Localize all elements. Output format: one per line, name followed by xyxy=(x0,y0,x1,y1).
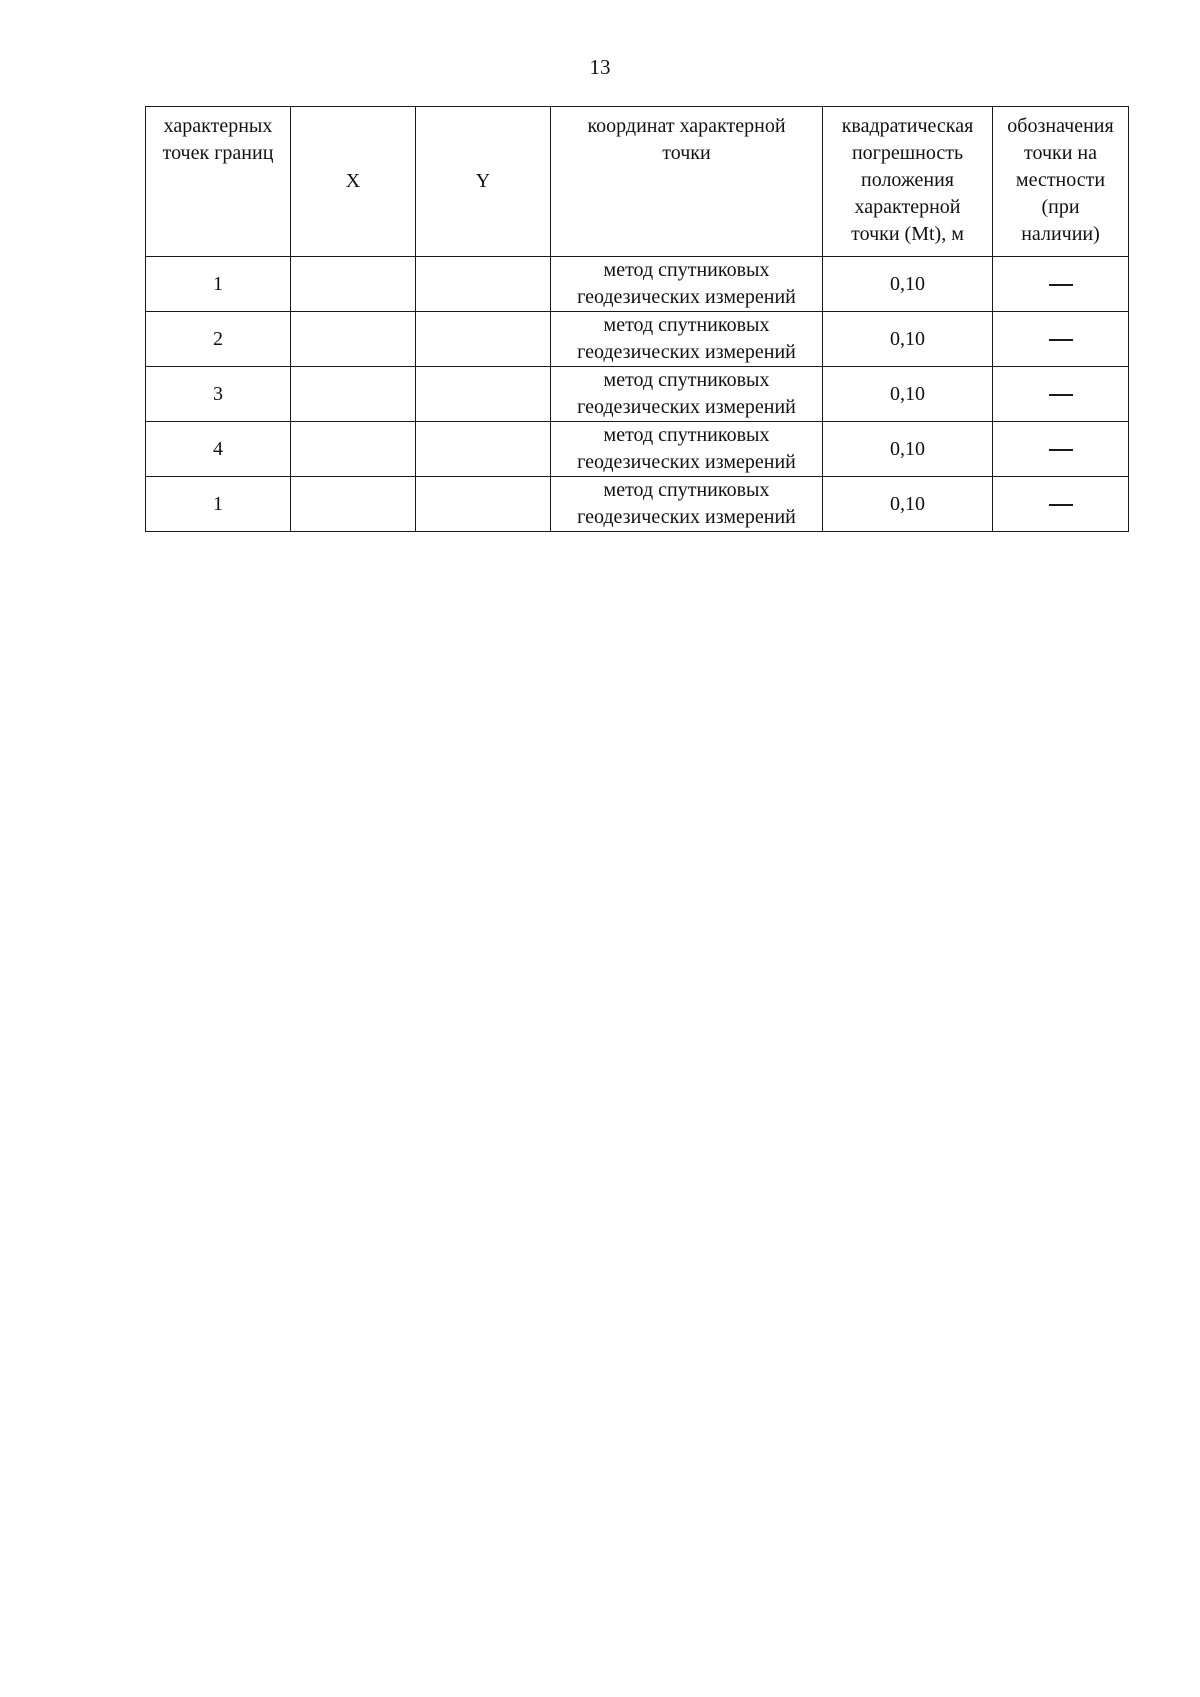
point-number-cell: 4 xyxy=(146,422,291,477)
header-method: координат характерной точки xyxy=(551,107,823,257)
dash-icon xyxy=(1049,339,1073,341)
mark-cell xyxy=(993,367,1129,422)
method-cell: метод спутниковых геодезических измерений xyxy=(551,257,823,312)
table-row xyxy=(146,422,1129,477)
y-coordinate-cell xyxy=(416,367,551,422)
dash-icon xyxy=(1049,394,1073,396)
table-row xyxy=(146,477,1129,532)
mark-cell xyxy=(993,257,1129,312)
y-coordinate-cell xyxy=(416,422,551,477)
y-coordinate-cell xyxy=(416,477,551,532)
page-number: 13 xyxy=(589,55,611,79)
method-cell: метод спутниковых геодезических измерений xyxy=(551,312,823,367)
x-coordinate-cell xyxy=(291,367,416,422)
point-number-cell: 1 xyxy=(146,477,291,532)
header-error: квадратическая погрешность положения характерной точки (Mt), м xyxy=(823,107,993,257)
error-cell: 0,10 xyxy=(823,367,993,422)
y-coordinate-cell xyxy=(416,312,551,367)
method-cell: метод спутниковых геодезических измерений xyxy=(551,477,823,532)
header-y-coordinate: Y xyxy=(416,107,551,257)
dash-icon xyxy=(1049,284,1073,286)
table-row xyxy=(146,312,1129,367)
error-cell: 0,10 xyxy=(823,312,993,367)
x-coordinate-cell xyxy=(291,477,416,532)
dash-icon xyxy=(1049,504,1073,506)
x-coordinate-cell xyxy=(291,312,416,367)
table-header-row xyxy=(146,107,1129,257)
boundary-points-table xyxy=(145,106,1129,532)
dash-icon xyxy=(1049,449,1073,451)
mark-cell xyxy=(993,312,1129,367)
x-coordinate-cell xyxy=(291,257,416,312)
error-cell: 0,10 xyxy=(823,477,993,532)
mark-cell xyxy=(993,422,1129,477)
error-cell: 0,10 xyxy=(823,422,993,477)
header-point-number: характерных точек границ xyxy=(146,107,291,257)
point-number-cell: 3 xyxy=(146,367,291,422)
header-x-coordinate: X xyxy=(291,107,416,257)
error-cell: 0,10 xyxy=(823,257,993,312)
table-row xyxy=(146,367,1129,422)
method-cell: метод спутниковых геодезических измерений xyxy=(551,367,823,422)
header-mark: обозначения точки на местности (при наличии) xyxy=(993,107,1129,257)
method-cell: метод спутниковых геодезических измерений xyxy=(551,422,823,477)
point-number-cell: 1 xyxy=(146,257,291,312)
mark-cell xyxy=(993,477,1129,532)
x-coordinate-cell xyxy=(291,422,416,477)
table-row xyxy=(146,257,1129,312)
y-coordinate-cell xyxy=(416,257,551,312)
point-number-cell: 2 xyxy=(146,312,291,367)
